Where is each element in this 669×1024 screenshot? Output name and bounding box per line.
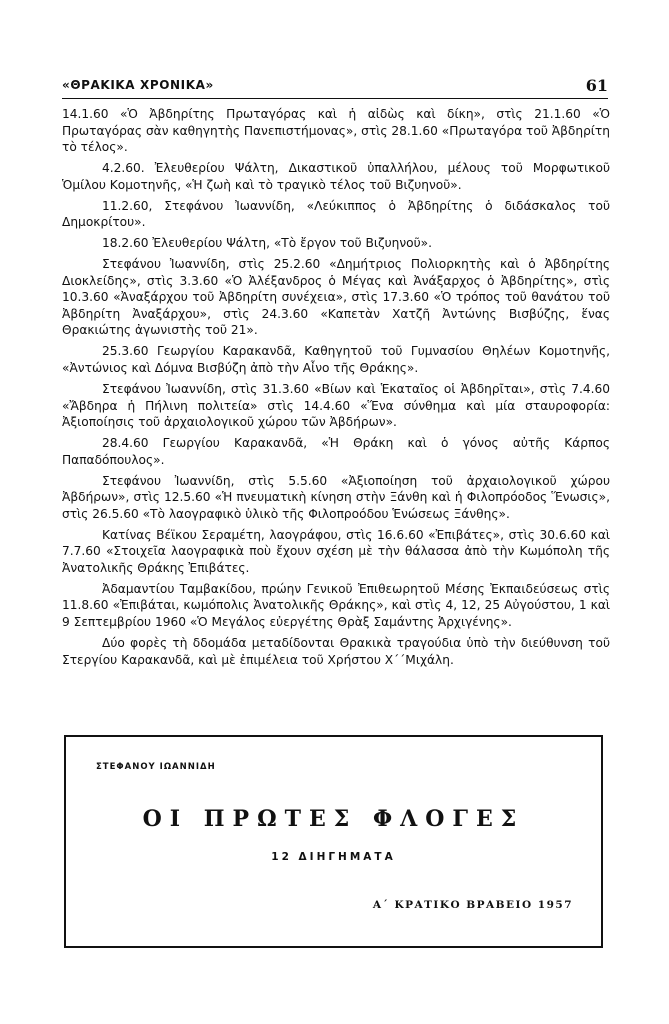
ad-author: ΣΤΕΦΑΝΟΥ ΙΩΑΝΝΙΔΗ (96, 762, 216, 772)
paragraph: Κατίνας Βέϊκου Σεραμέτη, λαογράφου, στὶς 16.6.60 «Ἐπιβάτες», στὶς 30.6.60 καὶ 7.7.60 «Στοιχεῖα λαογραφικὰ ποὺ ἔχουν σχέση μὲ τὴν θάλασσα ἀπὸ τὴν Κωμόπολη τῆς Ἀνατολικῆς Θράκης Ἐπιβάτες. (62, 527, 610, 575)
ad-book-title: ΟΙ ΠΡΩΤΕΣ ΦΛΟΓΕΣ (142, 806, 525, 832)
paragraph: Στεφάνου Ἰωαννίδη, στὶς 31.3.60 «Βίων καὶ Ἑκαταῖος οἱ Ἀβδηρῖται», στὶς 7.4.60 «Ἄβδηρα ἡ Πήλινη πολιτεία» στὶς 14.4.60 «Ἕνα σύνθημα καὶ μία σταυροφορία: Ἀξιοποίησις τοῦ ἀρχαιολογικοῦ χώρου τῶν Ἀβδήρων». (62, 382, 610, 430)
paragraph: Ἀδαμαντίου Ταμβακίδου, πρώην Γενικοῦ Ἐπιθεωρητοῦ Μέσης Ἐκπαιδεύσεως στὶς 11.8.60 «Ἐπιβάται, κωμόπολις Ἀνατολικῆς Θράκης», καὶ στὶς 4, 12, 25 Αὐγούστου, 1 καὶ 9 Σεπτεμβρίου 1960 «Ὁ Μεγάλος εὐεργέτης Θρὰξ Σαμάντης Ἀρχιγένης». (62, 581, 610, 629)
paragraph: 4.2.60. Ἐλευθερίου Ψάλτη, Δικαστικοῦ ὑπαλλήλου, μέλους τοῦ Μορφωτικοῦ Ὁμίλου Κομοτηνῆς, «Ἡ ζωὴ καὶ τὸ τραγικὸ τέλος τοῦ Βιζυηνοῦ». (62, 161, 610, 192)
paragraph: Δύο φορὲς τὴ δδομάδα μεταδίδονται Θρακικὰ τραγούδια ὑπὸ τὴν διεύθυνση τοῦ Στεργίου Καρακανδᾶ, καὶ μὲ ἐπιμέλεια τοῦ Χρήστου Χ΄΄Μιχάλη. (62, 636, 610, 667)
paragraph: 28.4.60 Γεωργίου Καρακανδᾶ, «Ἡ Θράκη καὶ ὁ γόνος αὐτῆς Κάρπος Παπαδόπουλος». (62, 436, 610, 467)
paragraph: Στεφάνου Ἰωαννίδη, στὶς 25.2.60 «Δημήτριος Πολιορκητὴς καὶ ὁ Ἀβδηρίτης Διοκλείδης», στὶς 3.3.60 «Ὁ Ἀλέξανδρος ὁ Μέγας καὶ Ἀνάξαρχος ὁ Ἀβδηρίτης», στὶς 10.3.60 «Ἀναξάρχου τοῦ Ἀβδηρίτη συνέχεια», στὶς 17.3.60 «Ὁ τρόπος τοῦ θανάτου τοῦ Ἀβδηρίτη Ἀναξάρχου», στὶς 24.3.60 «Καπετὰν Χατζῆ Ἀντώνης Βισβύζης, ἕνας Θρακιώτης ἀγωνιστὴς τοῦ 21». (62, 257, 610, 338)
header-rule (62, 98, 608, 99)
paragraph: 14.1.60 «Ὁ Ἀβδηρίτης Πρωταγόρας καὶ ἡ αἰδὼς καὶ δίκη», στὶς 21.1.60 «Ὁ Πρωταγόρας σὰν καθηγητὴς Πανεπιστήμονας», στὶς 28.1.60 «Πρωταγόρα τοῦ Ἀβδηρίτη τὸ τέλος». (62, 107, 610, 154)
paragraph: 25.3.60 Γεωργίου Καρακανδᾶ, Καθηγητοῦ τοῦ Γυμνασίου Θηλέων Κομοτηνῆς, «Ἀντώνιος καὶ Δόμνα Βισβύζη ἀπὸ τὴν Αἶνο τῆς Θράκης». (62, 344, 610, 375)
paragraph: Στεφάνου Ἰωαννίδη, στὶς 5.5.60 «Ἀξιοποίηση τοῦ ἀρχαιολογικοῦ χώρου Ἀβδήρων», στὶς 12.5.60 «Ἡ πνευματικὴ κίνηση στὴν Ξάνθη καὶ ἡ Φιλοπρόοδος Ἕνωσις», στὶς 26.5.60 «Τὸ λαογραφικὸ ὑλικὸ τῆς Φιλοπροόδου Ἑνώσεως Ξάνθης». (62, 473, 610, 521)
book-advertisement (64, 735, 603, 948)
paragraph: 18.2.60 Ἐλευθερίου Ψάλτη, «Τὸ ἔργον τοῦ Βιζυηνοῦ». (102, 236, 433, 251)
article-body (62, 106, 610, 673)
paragraph: 11.2.60, Στεφάνου Ἰωαννίδη, «Λεύκιππος ὁ Ἀβδηρίτης ὁ διδάσκαλος τοῦ Δημοκρίτου». (62, 198, 610, 230)
running-title: «ΘΡΑΚΙΚΑ ΧΡΟΝΙΚΑ» (62, 78, 214, 92)
ad-subtitle: 12 ΔΙΗΓΗΜΑΤΑ (271, 851, 396, 863)
page-header (62, 76, 608, 98)
ad-award: Α΄ ΚΡΑΤΙΚΟ ΒΡΑΒΕΙΟ 1957 (372, 899, 573, 911)
page-number: 61 (585, 76, 608, 95)
